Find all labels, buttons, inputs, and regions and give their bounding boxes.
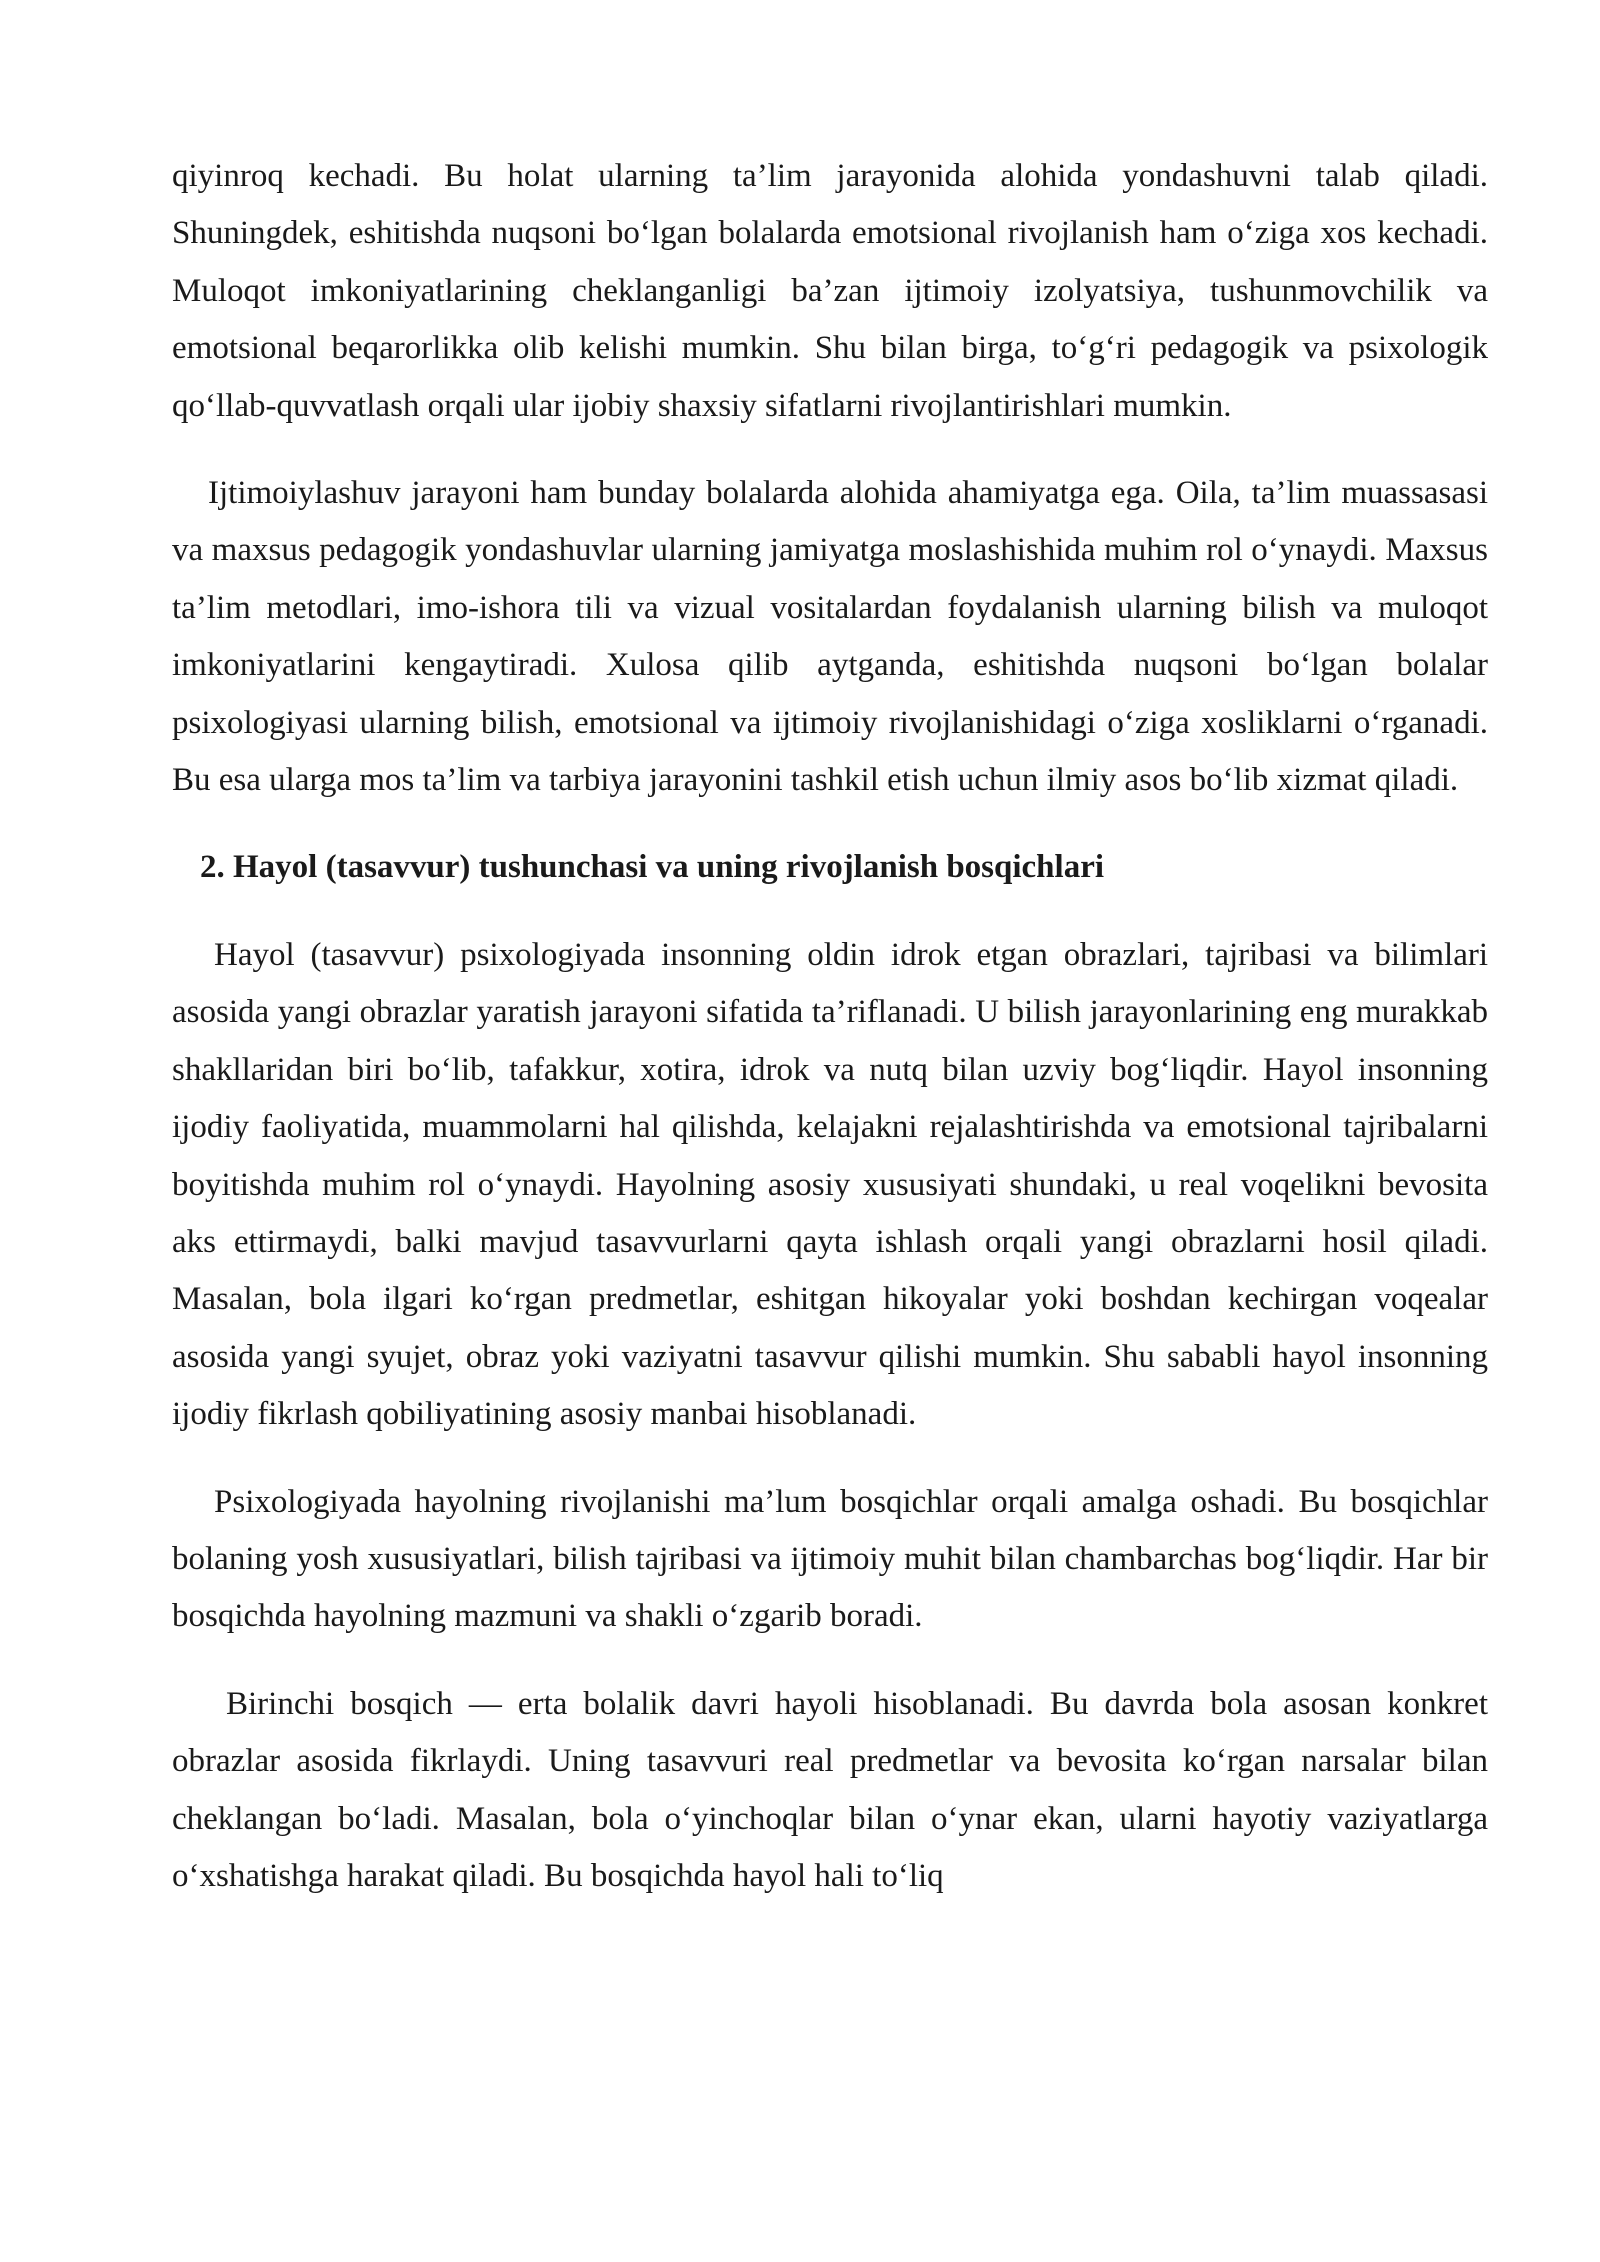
paragraph-socialization: Ijtimoiylashuv jarayoni ham bunday bolalarda alohida ahamiyatga ega. Oila, ta’lim muassasasi va maxsus pedagogik yondashuvlar ularning jamiyatga moslashishida muhim rol o‘ynaydi. Maxsus ta’lim metodlari, imo-ishora tili va vizual vositalardan foydalanish ularning bilish va muloqot imkoniyatlarini kengaytiradi. Xulosa qilib aytganda, eshitishda nuqsoni bo‘lgan bolalar psixologiyasi ularning bilish, emotsional va ijtimoiy rivojlanishidagi o‘ziga xosliklarni o‘rganadi. Bu esa ularga mos ta’lim va tarbiya jarayonini tashkil etish uchun ilmiy asos bo‘lib xizmat qiladi. xyxy=(172,475,1488,799)
paragraph-imagination-definition: Hayol (tasavvur) psixologiyada insonning oldin idrok etgan obrazlari, tajribasi va bilimlari asosida yangi obrazlar yaratish jarayoni sifatida ta’riflanadi. U bilish jarayonlarining eng murakkab shakllaridan biri bo‘lib, tafakkur, xotira, idrok va nutq bilan uzviy bog‘liqdir. Hayol insonning ijodiy faoliyatida, muammolarni hal qilishda, kelajakni rejalashtirishda va emotsional tajribalarni boyitishda muhim rol o‘ynaydi. Hayolning asosiy xususiyati shundaki, u real voqelikni bevosita aks ettirmaydi, balki mavjud tasavvurlarni qayta ishlash orqali yangi obrazlarni hosil qiladi. Masalan, bola ilgari ko‘rgan predmetlar, eshitgan hikoyalar yoki boshdan kechirgan voqealar asosida yangi syujet, obraz yoki vaziyatni tasavvur qilishi mumkin. Shu sababli hayol insonning ijodiy fikrlash qobiliyatining asosiy manbai hisoblanadi. xyxy=(172,936,1488,1433)
paragraph-first-stage: Birinchi bosqich — erta bolalik davri hayoli hisoblanadi. Bu davrda bola asosan konkret obrazlar asosida fikrlaydi. Uning tasavvuri real predmetlar va bevosita ko‘rgan narsalar bilan cheklangan bo‘ladi. Masalan, bola o‘yinchoqlar bilan o‘ynar ekan, ularni hayotiy vaziyatlarga o‘xshatishga harakat qiladi. Bu bosqichda hayol hali to‘liq xyxy=(172,1685,1488,1894)
paragraph-imagination-stages: Psixologiyada hayolning rivojlanishi ma’lum bosqichlar orqali amalga oshadi. Bu bosqichlar bolaning yosh xususiyatlari, bilish tajribasi va ijtimoiy muhit bilan chambarchas bog‘liqdir. Har bir bosqichda hayolning mazmuni va shakli o‘zgarib boradi. xyxy=(172,1483,1488,1635)
section-heading: 2. Hayol (tasavvur) tushunchasi va uning rivojlanish bosqichlari xyxy=(200,849,1105,886)
document-page xyxy=(172,148,1488,1905)
paragraph-hearing-impaired-emotional: qiyinroq kechadi. Bu holat ularning ta’lim jarayonida alohida yondashuvni talab qiladi. Shuningdek, eshitishda nuqsoni bo‘lgan bolalarda emotsional rivojlanish ham o‘ziga xos kechadi. Muloqot imkoniyatlarining cheklanganligi ba’zan ijtimoiy izolyatsiya, tushunmovchilik va emotsional beqarorlikka olib kelishi mumkin. Shu bilan birga, to‘g‘ri pedagogik va psixologik qo‘llab-quvvatlash orqali ular ijobiy shaxsiy sifatlarni rivojlantirishlari mumkin. xyxy=(172,158,1488,424)
